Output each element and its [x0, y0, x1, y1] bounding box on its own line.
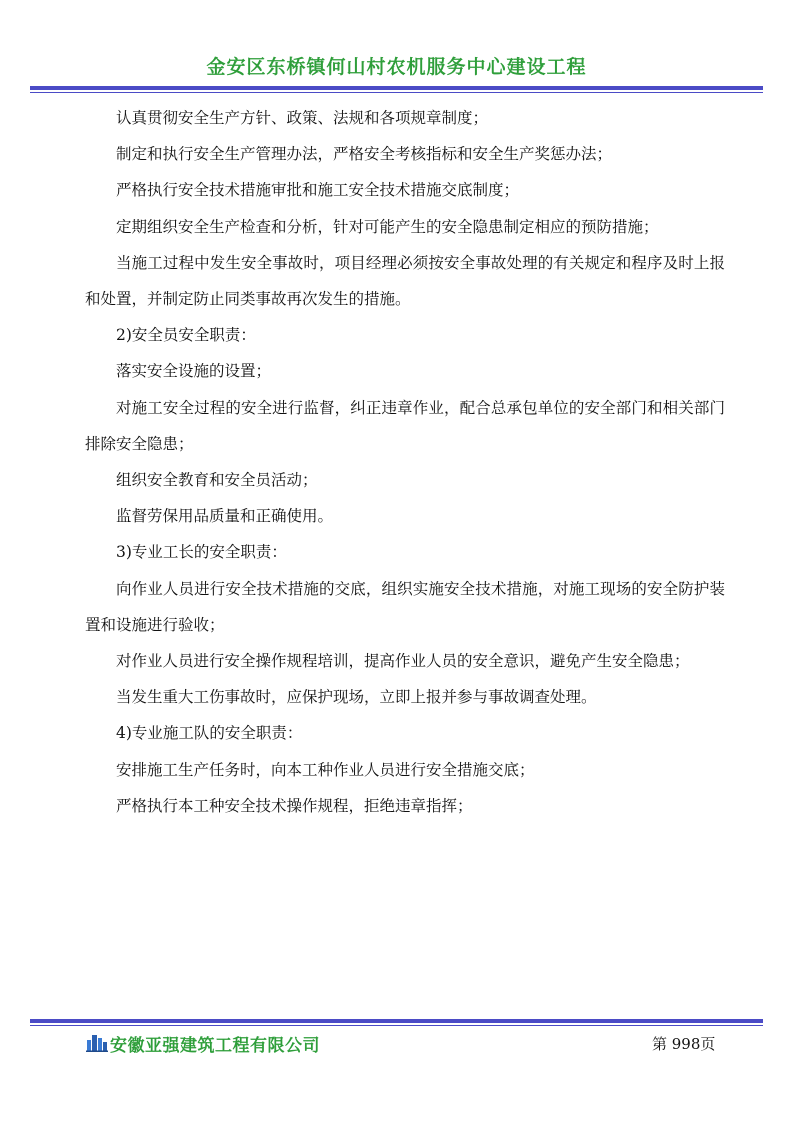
paragraph: 严格执行本工种安全技术操作规程，拒绝违章指挥； — [116, 796, 473, 815]
paragraph: 组织安全教育和安全员活动； — [116, 471, 318, 490]
paragraph: 认真贯彻安全生产方针、政策、法规和各项规章制度； — [116, 109, 489, 127]
paragraph: 当发生重大工伤事故时，应保护现场，立即上报并参与事故调查处理。 — [116, 688, 597, 707]
paragraph: 向作业人员进行安全技术措施的交底，组织实施安全技术措施，对施工现场的安全防护装置和设施进行验收； — [85, 579, 725, 634]
section-heading: 2)安全员安全职责： — [116, 326, 256, 345]
paragraph: 对施工安全过程的安全进行监督，纠正违章作业，配合总承包单位的安全部门和相关部门排除安全隐患； — [85, 398, 725, 453]
paragraph: 落实安全设施的设置； — [116, 362, 272, 381]
paragraph: 监督劳保用品质量和正确使用。 — [116, 507, 334, 526]
paragraph: 对作业人员进行安全操作规程培训，提高作业人员的安全意识，避免产生安全隐患； — [116, 652, 690, 671]
building-logo-icon — [86, 1032, 108, 1052]
paragraph: 制定和执行安全生产管理办法，严格安全考核指标和安全生产奖惩办法； — [116, 145, 613, 164]
document-body — [85, 100, 725, 824]
page-number: 第 998页 — [652, 1035, 716, 1053]
section-heading: 4)专业施工队的安全职责： — [116, 724, 303, 743]
page-header-title: 金安区东桥镇何山村农机服务中心建设工程 — [206, 56, 587, 78]
section-heading: 3)专业工长的安全职责： — [116, 543, 287, 562]
paragraph: 定期组织安全生产检查和分析，针对可能产生的安全隐患制定相应的预防措施； — [116, 217, 659, 236]
paragraph: 当施工过程中发生安全事故时，项目经理必须按安全事故处理的有关规定和程序及时上报和处置，并制定防止同类事故再次发生的措施。 — [85, 253, 725, 309]
header-rule-thin — [30, 92, 763, 93]
header-rule-thick — [30, 86, 763, 90]
footer-rule-thin — [30, 1025, 763, 1026]
footer-rule-thick — [30, 1019, 763, 1023]
footer-company-name: 安徽亚强建筑工程有限公司 — [110, 1036, 320, 1056]
paragraph: 严格执行安全技术措施审批和施工安全技术措施交底制度； — [116, 181, 520, 200]
paragraph: 安排施工生产任务时，向本工种作业人员进行安全措施交底； — [116, 760, 535, 779]
